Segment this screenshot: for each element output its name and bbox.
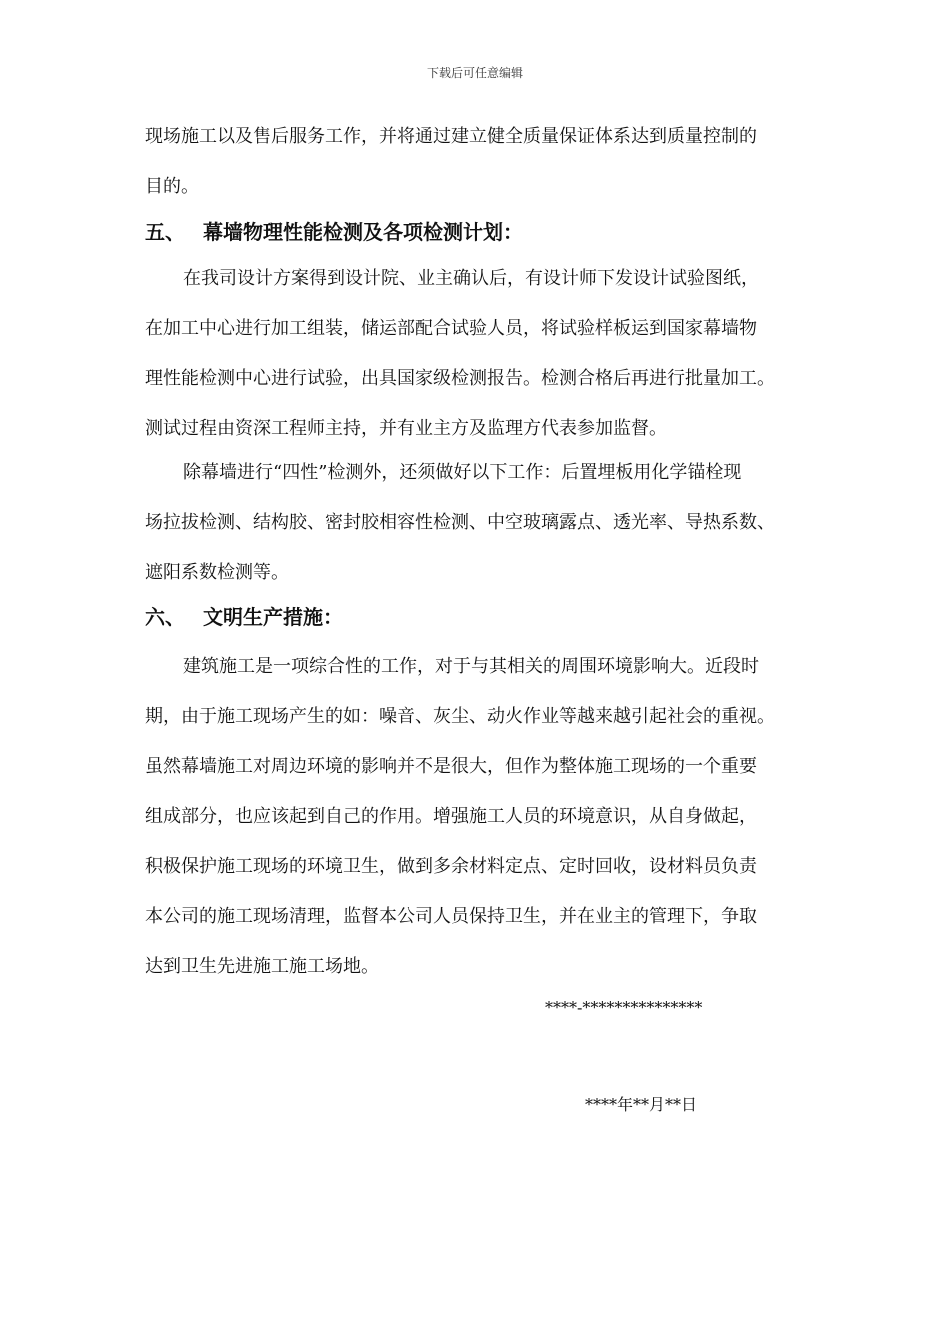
paragraph-line: 理性能检测中心进行试验，出具国家级检测报告。检测合格后再进行批量加工。 bbox=[145, 368, 775, 389]
signature-company: ****-*************** bbox=[545, 998, 703, 1017]
paragraph-line: 在加工中心进行加工组装，储运部配合试验人员，将试验样板运到国家幕墙物 bbox=[145, 318, 757, 339]
paragraph-line: 积极保护施工现场的环境卫生，做到多余材料定点、定时回收，设材料员负责 bbox=[145, 856, 757, 877]
paragraph-line: 在我司设计方案得到设计院、业主确认后，有设计师下发设计试验图纸， bbox=[183, 268, 759, 289]
section-heading-5 bbox=[145, 218, 523, 246]
page-header-note: 下载后可任意编辑 bbox=[426, 66, 523, 80]
paragraph-line: 达到卫生先进施工施工场地。 bbox=[145, 956, 379, 977]
paragraph-line: 场拉拔检测、结构胶、密封胶相容性检测、中空玻璃露点、透光率、导热系数、 bbox=[145, 512, 775, 533]
paragraph-line: 虽然幕墙施工对周边环境的影响并不是很大，但作为整体施工现场的一个重要 bbox=[145, 756, 757, 777]
paragraph-line: 组成部分，也应该起到自己的作用。增强施工人员的环境意识，从自身做起， bbox=[145, 806, 757, 827]
signature-date: ****年**月**日 bbox=[585, 1095, 698, 1114]
paragraph-line: 遮阳系数检测等。 bbox=[145, 562, 289, 583]
paragraph-line: 期，由于施工现场产生的如：噪音、灰尘、动火作业等越来越引起社会的重视。 bbox=[145, 706, 775, 727]
intro-line: 现场施工以及售后服务工作，并将通过建立健全质量保证体系达到质量控制的 bbox=[145, 126, 757, 147]
section-heading-6 bbox=[145, 603, 343, 631]
section-title: 幕墙物理性能检测及各项检测计划： bbox=[203, 220, 523, 244]
paragraph-line: 除幕墙进行“四性”检测外，还须做好以下工作：后置埋板用化学锚栓现 bbox=[183, 462, 742, 483]
intro-line: 目的。 bbox=[145, 176, 199, 197]
section-title: 文明生产措施： bbox=[203, 605, 343, 629]
section-number: 六、 bbox=[145, 605, 185, 629]
section-number: 五、 bbox=[145, 220, 185, 244]
paragraph-line: 测试过程由资深工程师主持，并有业主方及监理方代表参加监督。 bbox=[145, 418, 667, 439]
paragraph-line: 建筑施工是一项综合性的工作，对于与其相关的周围环境影响大。近段时 bbox=[183, 656, 759, 677]
paragraph-line: 本公司的施工现场清理，监督本公司人员保持卫生，并在业主的管理下，争取 bbox=[145, 906, 757, 927]
